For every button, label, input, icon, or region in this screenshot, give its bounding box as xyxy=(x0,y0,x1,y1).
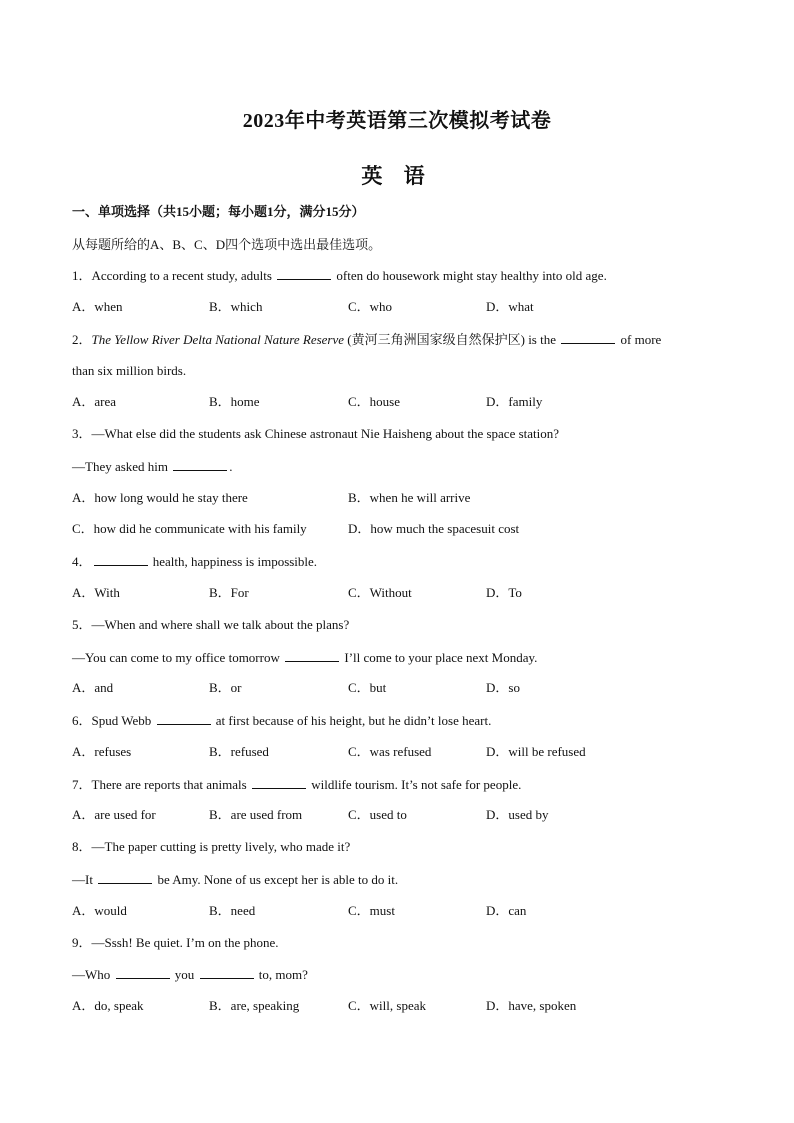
stem-text: 6．Spud Webb xyxy=(72,713,152,728)
question-8-stem-line2 xyxy=(72,870,398,889)
option-c: C．but xyxy=(348,680,387,695)
question-2-stem xyxy=(72,330,661,349)
question-3-stem: 3．—What else did the students ask Chinese astronaut Nie Haisheng about the space station? xyxy=(72,426,560,441)
option-a: A．area xyxy=(72,394,117,409)
option-c: C．will, speak xyxy=(348,998,426,1013)
question-6-stem xyxy=(72,711,491,730)
stem-text: health, happiness is impossible. xyxy=(152,554,318,569)
section-instruction: 从每题所给的A、B、C、D四个选项中选出最佳选项。 xyxy=(72,237,382,252)
stem-text: be Amy. None of us except her is able to do it. xyxy=(157,872,399,887)
stem-text: wildlife tourism. It’s not safe for people. xyxy=(311,777,522,792)
stem-text: at first because of his height, but he didn’t lose heart. xyxy=(215,713,492,728)
option-b: B．or xyxy=(209,680,242,695)
stem-text: to, mom? xyxy=(258,967,308,982)
question-5-stem: 5．—When and where shall we talk about the plans? xyxy=(72,617,350,632)
section-heading: 一、单项选择（共15小题；每小题1分，满分15分） xyxy=(72,204,365,219)
subject-heading: 英 语 xyxy=(361,164,433,188)
option-a: A．when xyxy=(72,299,123,314)
option-a: A．With xyxy=(72,585,120,600)
option-a: A．refuses xyxy=(72,744,132,759)
option-d: D．how much the spacesuit cost xyxy=(348,521,520,536)
stem-italic-text: The Yellow River Delta National Nature Reserve xyxy=(91,332,345,347)
answer-blank xyxy=(94,552,148,566)
option-d: D．can xyxy=(486,903,527,918)
stem-text: 4． xyxy=(72,554,92,569)
option-b: B．are, speaking xyxy=(209,998,300,1013)
question-4-stem xyxy=(72,552,317,571)
option-a: A．would xyxy=(72,903,127,918)
stem-text: —You can come to my office tomorrow xyxy=(72,650,280,665)
answer-blank xyxy=(252,775,306,789)
stem-text: 1．According to a recent study, adults xyxy=(72,268,272,283)
stem-text: I’ll come to your place next Monday. xyxy=(344,650,538,665)
stem-text: (黄河三角洲国家级自然保护区) is the xyxy=(347,332,556,347)
stem-text: of more xyxy=(620,332,662,347)
question-3-stem-line2 xyxy=(72,457,233,476)
option-d: D．will be refused xyxy=(486,744,586,759)
answer-blank xyxy=(561,330,615,344)
stem-text: often do housework might stay healthy into old age. xyxy=(336,268,607,283)
question-8-stem: 8．—The paper cutting is pretty lively, who made it? xyxy=(72,839,351,854)
question-7-stem xyxy=(72,775,521,794)
option-d: D．have, spoken xyxy=(486,998,577,1013)
option-b: B．are used from xyxy=(209,807,303,822)
answer-blank xyxy=(116,965,170,979)
answer-blank xyxy=(200,965,254,979)
option-b: B．refused xyxy=(209,744,269,759)
question-5-stem-line2 xyxy=(72,648,537,667)
stem-text: —It xyxy=(72,872,93,887)
question-2-stem-line2: than six million birds. xyxy=(72,363,187,378)
option-d: D．used by xyxy=(486,807,549,822)
stem-text: . xyxy=(229,459,233,474)
question-9-stem: 9．—Sssh! Be quiet. I’m on the phone. xyxy=(72,935,279,950)
option-d: D．family xyxy=(486,394,543,409)
question-1-stem xyxy=(72,266,607,285)
answer-blank xyxy=(285,648,339,662)
option-d: D．what xyxy=(486,299,534,314)
option-d: D．so xyxy=(486,680,520,695)
option-a: A．how long would he stay there xyxy=(72,490,248,505)
answer-blank xyxy=(173,457,227,471)
answer-blank xyxy=(277,266,331,280)
stem-text: 2． xyxy=(72,332,92,347)
option-b: B．home xyxy=(209,394,260,409)
option-a: A．do, speak xyxy=(72,998,144,1013)
option-c: C．Without xyxy=(348,585,412,600)
page-title: 2023年中考英语第三次模拟考试卷 xyxy=(242,110,552,132)
answer-blank xyxy=(98,870,152,884)
stem-text: —They asked him xyxy=(72,459,169,474)
option-b: B．when he will arrive xyxy=(348,490,471,505)
option-a: A．and xyxy=(72,680,114,695)
stem-text: 7．There are reports that animals xyxy=(72,777,247,792)
question-9-stem-line2 xyxy=(72,965,308,984)
option-a: A．are used for xyxy=(72,807,156,822)
option-d: D．To xyxy=(486,585,522,600)
option-b: B．For xyxy=(209,585,249,600)
option-c: C．used to xyxy=(348,807,407,822)
stem-text: —Who xyxy=(72,967,111,982)
option-b: B．which xyxy=(209,299,263,314)
option-c: C．who xyxy=(348,299,393,314)
option-c: C．was refused xyxy=(348,744,432,759)
stem-text: you xyxy=(174,967,195,982)
option-b: B．need xyxy=(209,903,256,918)
option-c: C．must xyxy=(348,903,395,918)
option-c: C．house xyxy=(348,394,401,409)
answer-blank xyxy=(157,711,211,725)
option-c: C．how did he communicate with his family xyxy=(72,521,307,536)
